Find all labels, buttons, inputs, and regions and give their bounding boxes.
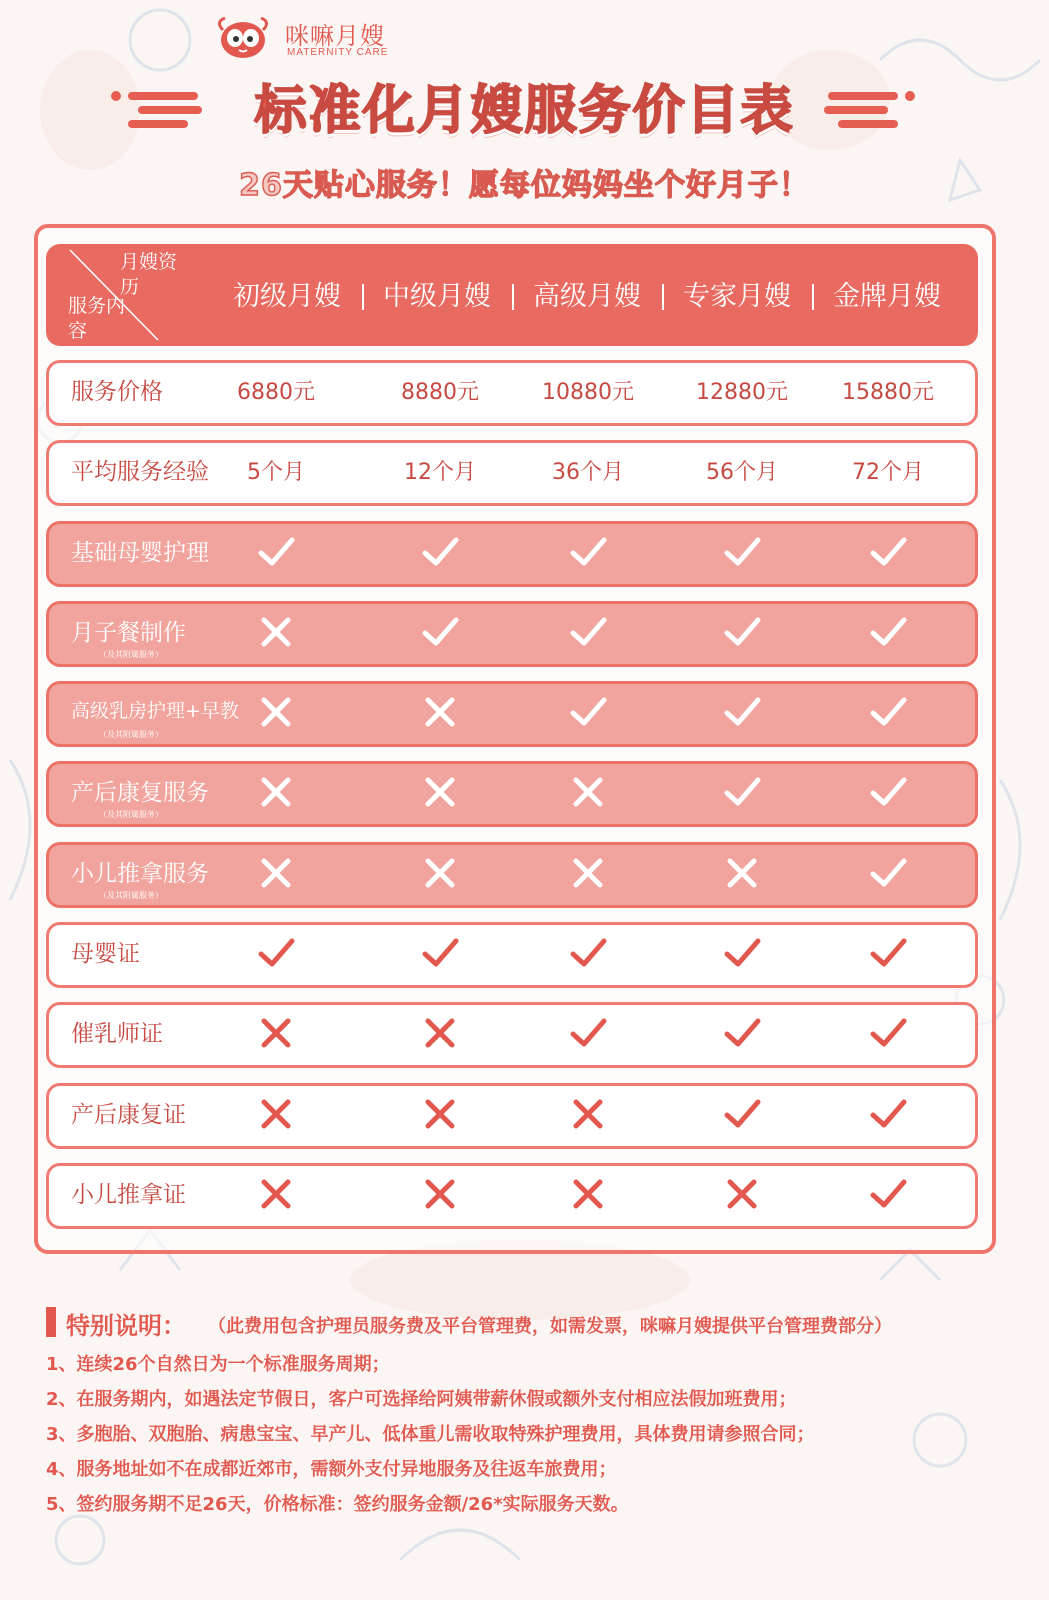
check-icon — [568, 692, 608, 732]
cross-icon — [420, 692, 460, 732]
title-deco-right — [820, 86, 918, 130]
check-icon — [722, 692, 762, 732]
notes-subtitle: （此费用包含护理员服务费及平台管理费，如需发票，咪嘛月嫂提供平台管理费部分） — [208, 1316, 892, 1337]
check-icon — [868, 933, 908, 973]
notes-title: 特别说明： — [66, 1312, 186, 1340]
row-note: （及其附属服务） — [99, 810, 163, 819]
value-cell: 36个月 — [552, 460, 624, 485]
value-cell: 6880元 — [237, 380, 315, 405]
check-icon — [722, 933, 762, 973]
check-icon — [420, 933, 460, 973]
cross-icon — [420, 1174, 460, 1214]
cross-icon — [420, 853, 460, 893]
check-icon — [868, 772, 908, 812]
row-note: （及其附属服务） — [99, 891, 163, 900]
value-cell: 12880元 — [696, 380, 788, 405]
cross-icon — [568, 772, 608, 812]
cross-icon — [722, 853, 762, 893]
row-note: （及其附属服务） — [99, 650, 163, 659]
cross-icon — [568, 853, 608, 893]
row-note: （及其附属服务） — [99, 730, 163, 739]
check-icon — [568, 612, 608, 652]
table-row — [46, 440, 978, 506]
table-row — [46, 601, 978, 667]
table-row — [46, 521, 978, 587]
check-icon — [568, 532, 608, 572]
cross-icon — [256, 1174, 296, 1214]
level-header: 中级月嫂 — [383, 281, 491, 312]
check-icon — [256, 532, 296, 572]
brand-logo — [215, 14, 415, 66]
check-icon — [868, 1013, 908, 1053]
table-row — [46, 681, 978, 747]
cross-icon — [568, 1174, 608, 1214]
row-label: 小儿推拿证 — [71, 1182, 186, 1208]
cross-icon — [420, 1013, 460, 1053]
note-item: 2、在服务期内，如遇法定节假日，客户可选择给阿姨带薪休假或额外支付相应法假加班费用； — [46, 1389, 797, 1410]
value-cell: 8880元 — [401, 380, 479, 405]
level-header: 高级月嫂 — [533, 281, 641, 312]
table-row — [46, 761, 978, 827]
value-cell: 56个月 — [706, 460, 778, 485]
page-subtitle: 26天贴心服务！愿每位妈妈坐个好月子！ — [239, 168, 810, 203]
check-icon — [722, 1013, 762, 1053]
brand-name: 咪嘛月嫂 — [285, 22, 385, 50]
table-row — [46, 1002, 978, 1068]
table-header-row — [46, 244, 978, 346]
table-row — [46, 1083, 978, 1149]
check-icon — [868, 692, 908, 732]
level-header: 初级月嫂 — [233, 281, 341, 312]
row-label: 催乳师证 — [71, 1021, 163, 1047]
header-corner-service: 服务内容 — [68, 295, 126, 342]
check-icon — [868, 532, 908, 572]
page-title: 标准化月嫂服务价目表 — [254, 81, 795, 141]
check-icon — [868, 1174, 908, 1214]
cross-icon — [256, 772, 296, 812]
brand-tagline: MATERNITY CARE — [287, 47, 389, 58]
row-label: 小儿推拿服务 — [71, 861, 209, 887]
row-label: 服务价格 — [71, 379, 163, 405]
level-header: 金牌月嫂 — [833, 281, 941, 312]
table-row — [46, 922, 978, 988]
check-icon — [868, 1094, 908, 1134]
row-label: 高级乳房护理+早教 — [71, 700, 239, 722]
level-header: 专家月嫂 — [683, 281, 791, 312]
note-item: 3、多胞胎、双胞胎、病患宝宝、早产儿、低体重儿需收取特殊护理费用，具体费用请参照合同； — [46, 1424, 815, 1445]
notes-title-bar — [46, 1307, 56, 1337]
check-icon — [722, 612, 762, 652]
check-icon — [420, 612, 460, 652]
value-cell: 72个月 — [852, 460, 924, 485]
value-cell: 10880元 — [542, 380, 634, 405]
cross-icon — [256, 1094, 296, 1134]
cross-icon — [420, 1094, 460, 1134]
check-icon — [722, 1094, 762, 1134]
row-label: 基础母婴护理 — [71, 540, 209, 566]
cross-icon — [568, 1094, 608, 1134]
row-label: 母婴证 — [71, 941, 140, 967]
check-icon — [868, 853, 908, 893]
cross-icon — [256, 692, 296, 732]
cross-icon — [256, 1013, 296, 1053]
header-corner-qualification: 月嫂资历 — [120, 251, 178, 298]
check-icon — [868, 612, 908, 652]
cross-icon — [256, 853, 296, 893]
cross-icon — [420, 772, 460, 812]
note-item: 1、连续26个自然日为一个标准服务周期； — [46, 1354, 390, 1375]
note-item: 5、签约服务期不足26天，价格标准：签约服务金额/26*实际服务天数。 — [46, 1494, 629, 1515]
check-icon — [420, 532, 460, 572]
cross-icon — [256, 612, 296, 652]
row-label: 平均服务经验 — [71, 459, 209, 485]
value-cell: 15880元 — [842, 380, 934, 405]
table-row — [46, 1163, 978, 1229]
check-icon — [568, 1013, 608, 1053]
row-label: 月子餐制作 — [71, 620, 186, 646]
value-cell: 5个月 — [247, 460, 305, 485]
table-row — [46, 360, 978, 426]
check-icon — [568, 933, 608, 973]
row-label: 产后康复服务 — [71, 780, 209, 806]
monkey-logo-icon — [215, 16, 271, 60]
value-cell: 12个月 — [404, 460, 476, 485]
note-item: 4、服务地址如不在成都近郊市，需额外支付异地服务及往返车旅费用； — [46, 1459, 617, 1480]
check-icon — [722, 532, 762, 572]
cross-icon — [722, 1174, 762, 1214]
row-label: 产后康复证 — [71, 1102, 186, 1128]
table-row — [46, 842, 978, 908]
check-icon — [256, 933, 296, 973]
check-icon — [722, 772, 762, 812]
